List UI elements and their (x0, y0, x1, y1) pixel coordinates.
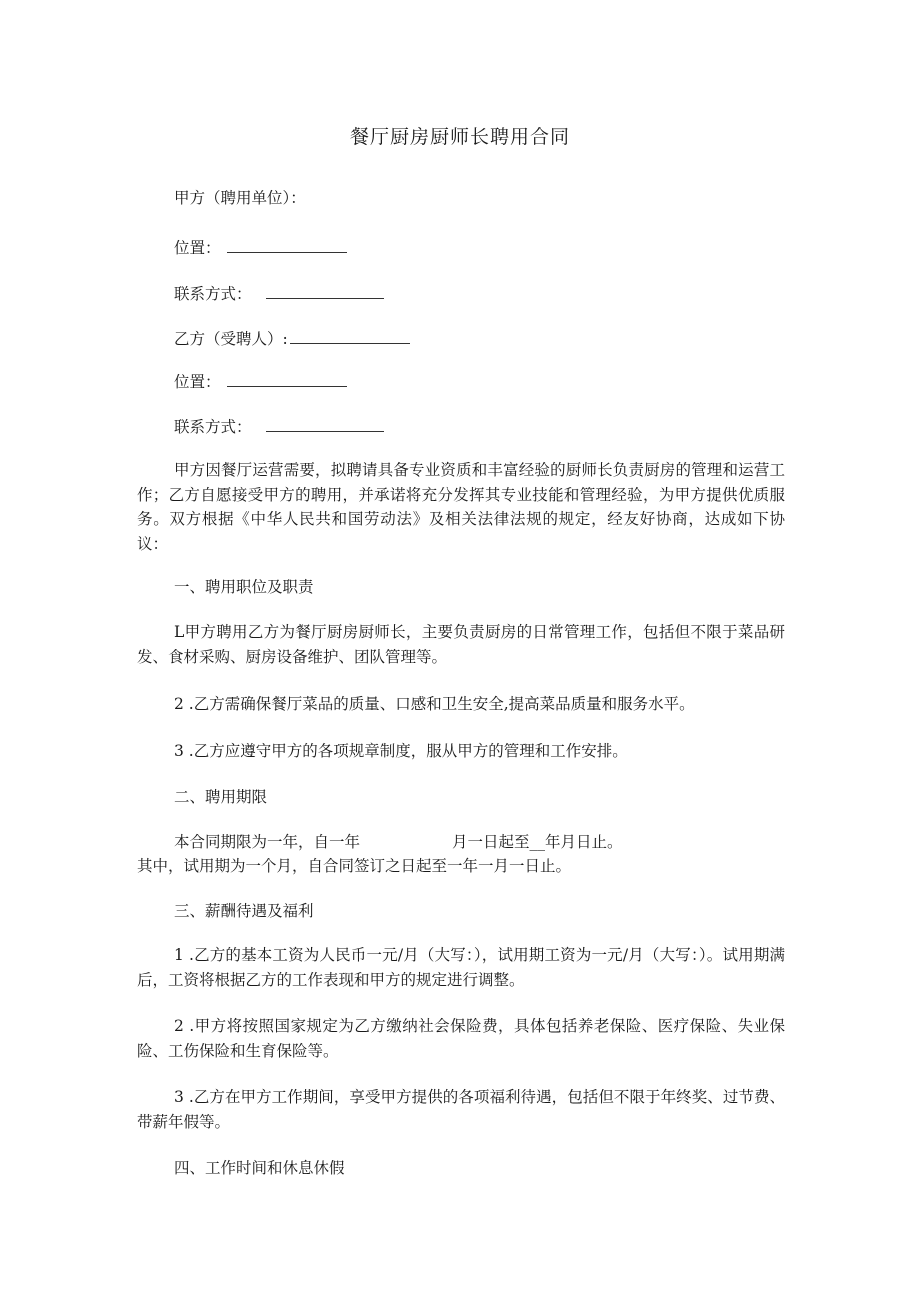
section-2-term-start: 本合同期限为一年，自一年 (174, 833, 361, 851)
section-2-heading: 二、聘用期限 (174, 788, 268, 806)
party-b-location-label: 位置： (174, 373, 221, 391)
section-2-term-end: 月一日起至__年月日止。 (452, 833, 623, 851)
party-a-label: 甲方（聘用单位）： (174, 189, 306, 207)
section-1-item-3: 3 .乙方应遵守甲方的各项规章制度，服从甲方的管理和工作安排。 (174, 742, 628, 760)
section-4-heading: 四、工作时间和休息休假 (174, 1159, 345, 1177)
preamble-paragraph: 甲方因餐厅运营需要，拟聘请具备专业资质和丰富经验的厨师长负责厨房的管理和运营工作；乙方自愿接受甲方的聘用，并承诺将充分发挥其专业技能和管理经验，为甲方提供优质服务。双方根据《中华人民共和国劳动法》及相关法律法规的规定，经友好协商，达成如下协议： (137, 461, 785, 553)
party-b-label: 乙方（受聘人）: (174, 330, 288, 348)
party-a-location-blank (227, 237, 347, 253)
section-1-heading: 一、聘用职位及职责 (174, 578, 314, 596)
section-3-item-1: 1 .乙方的基本工资为人民币一元/月（大写：），试用期工资为一元/月（大写：）。试用期满后，工资将根据乙方的工作表现和甲方的规定进行调整。 (137, 946, 785, 989)
party-a-location (174, 237, 347, 259)
section-3-heading: 三、薪酬待遇及福利 (174, 902, 314, 920)
party-a-contact-label: 联系方式： (174, 285, 252, 303)
section-3-item-2: 2 .甲方将按照国家规定为乙方缴纳社会保险费，具体包括养老保险、医疗保险、失业保险、工伤保险和生育保险等。 (137, 1017, 785, 1060)
party-b-contact (174, 416, 384, 438)
section-1-item-2: 2 .乙方需确保餐厅菜品的质量、口感和卫生安全,提高菜品质量和服务水平。 (174, 695, 695, 713)
section-1-item-1: L甲方聘用乙方为餐厅厨房厨师长，主要负责厨房的日常管理工作，包括但不限于菜品研发、食材采购、厨房设备维护、团队管理等。 (137, 623, 785, 666)
party-a-contact (174, 283, 384, 305)
party-b-label-line (174, 328, 410, 350)
party-b-location (174, 371, 347, 393)
section-2-term-line (174, 831, 623, 853)
party-a-location-label: 位置： (174, 239, 221, 257)
party-b-contact-blank (266, 416, 384, 432)
party-b-name-blank (290, 328, 410, 344)
document-title: 餐厅厨房厨师长聘用合同 (349, 126, 570, 148)
section-3-item-3: 3 .乙方在甲方工作期间，享受甲方提供的各项福利待遇，包括但不限于年终奖、过节费、带薪年假等。 (137, 1088, 785, 1131)
party-b-contact-label: 联系方式： (174, 418, 252, 436)
party-b-location-blank (227, 371, 347, 387)
section-2-probation-line: 其中，试用期为一个月，自合同签订之日起至一年一月一日止。 (137, 857, 572, 875)
party-a-contact-blank (266, 283, 384, 299)
